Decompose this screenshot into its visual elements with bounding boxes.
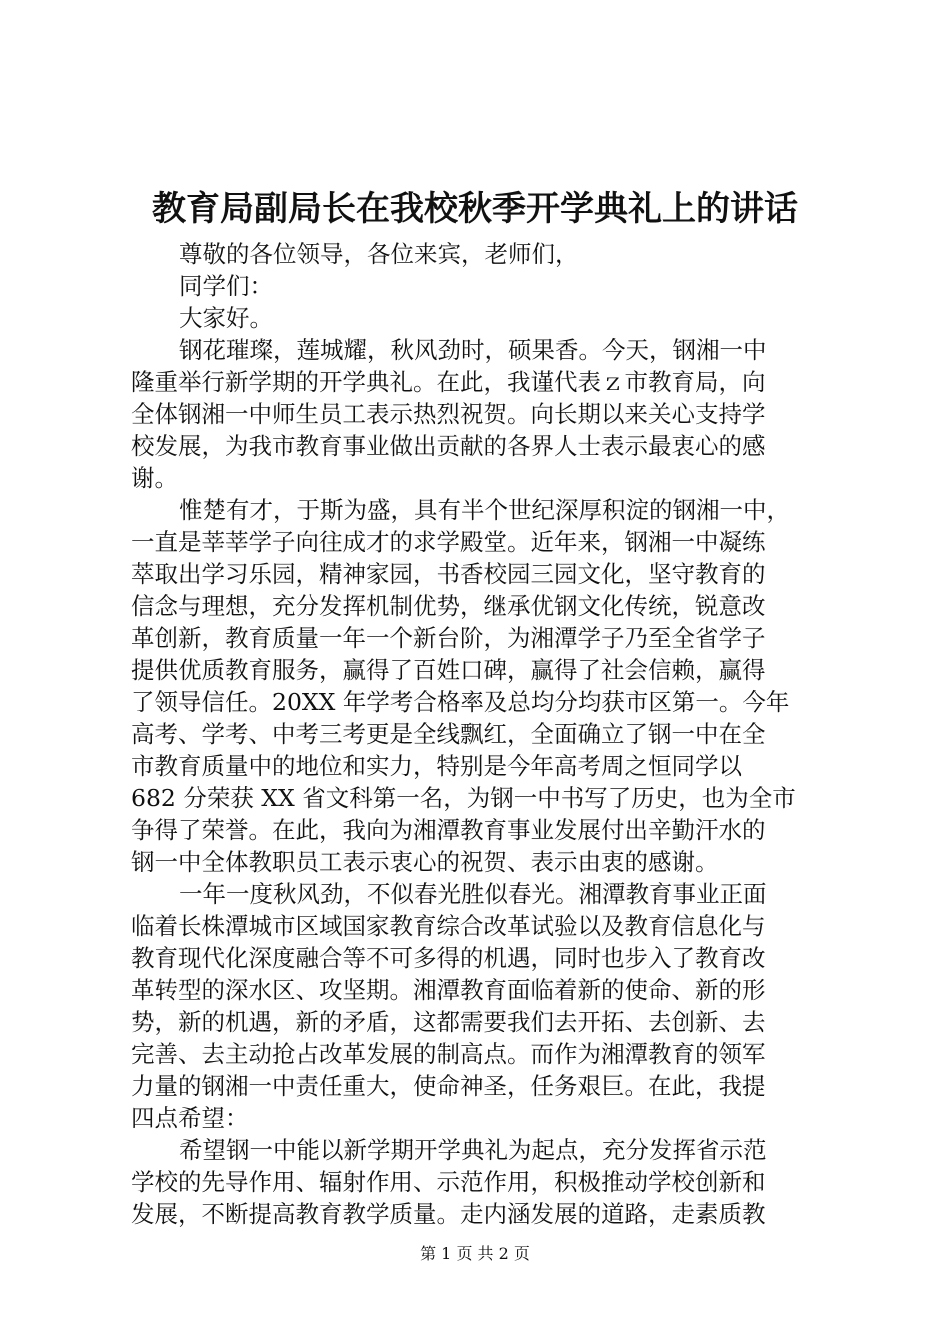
text-line: 四点希望： xyxy=(131,1104,249,1132)
text-line: 教育现代化深度融合等不可多得的机遇，同时也步入了教育改 xyxy=(131,944,766,972)
text-line: 了领导信任。20XX 年学考合格率及总均分均获市区第一。今年 xyxy=(131,688,790,716)
text-line: 同学们： xyxy=(179,272,273,300)
text-line: 大家好。 xyxy=(179,304,273,332)
text-line: 一年一度秋风劲，不似春光胜似春光。湘潭教育事业正面 xyxy=(179,880,767,908)
text-line: 提供优质教育服务，赢得了百姓口碑，赢得了社会信赖，赢得 xyxy=(131,656,766,684)
page-footer: 第 1 页 共 2 页 xyxy=(420,1244,530,1263)
text-line: 革创新，教育质量一年一个新台阶，为湘潭学子乃至全省学子 xyxy=(131,624,766,652)
text-line: 隆重举行新学期的开学典礼。在此，我谨代表ｚ市教育局，向 xyxy=(131,368,766,396)
text-line: 势，新的机遇，新的矛盾，这都需要我们去开拓、去创新、去 xyxy=(131,1008,766,1036)
text-line: 发展，不断提高教育教学质量。走内涵发展的道路，走素质教 xyxy=(131,1200,766,1228)
text-line: 萃取出学习乐园，精神家园，书香校园三园文化，坚守教育的 xyxy=(131,560,766,588)
text-line: 革转型的深水区、攻坚期。湘潭教育面临着新的使命、新的形 xyxy=(131,976,766,1004)
text-line: 钢花璀璨，莲城耀，秋风劲时，硕果香。今天，钢湘一中 xyxy=(179,336,767,364)
document-body xyxy=(131,238,831,1230)
text-line: 力量的钢湘一中责任重大，使命神圣，任务艰巨。在此，我提 xyxy=(131,1072,766,1100)
text-line: 信念与理想，充分发挥机制优势，继承优钢文化传统，锐意改 xyxy=(131,592,766,620)
text-line: 学校的先导作用、辐射作用、示范作用，积极推动学校创新和 xyxy=(131,1168,766,1196)
text-line: 谢。 xyxy=(131,464,178,492)
text-line: 一直是莘莘学子向往成才的求学殿堂。近年来，钢湘一中凝练 xyxy=(131,528,766,556)
text-line: 全体钢湘一中师生员工表示热烈祝贺。向长期以来关心支持学 xyxy=(131,400,766,428)
text-line: 惟楚有才，于斯为盛，具有半个世纪深厚积淀的钢湘一中， xyxy=(179,496,790,524)
text-line: 完善、去主动抢占改革发展的制高点。而作为湘潭教育的领军 xyxy=(131,1040,766,1068)
text-line: 钢一中全体教职员工表示衷心的祝贺、表示由衷的感谢。 xyxy=(131,848,719,876)
text-line: 希望钢一中能以新学期开学典礼为起点，充分发挥省示范 xyxy=(179,1136,767,1164)
text-line: 682 分荣获 XX 省文科第一名，为钢一中书写了历史，也为全市 xyxy=(131,784,796,812)
text-line: 市教育质量中的地位和实力，特别是今年高考周之恒同学以 xyxy=(131,752,742,780)
text-line: 临着长株潭城市区域国家教育综合改革试验以及教育信息化与 xyxy=(131,912,766,940)
document-title: 教育局副局长在我校秋季开学典礼上的讲话 xyxy=(152,189,798,229)
text-line: 争得了荣誉。在此，我向为湘潭教育事业发展付出辛勤汗水的 xyxy=(131,816,766,844)
text-line: 校发展，为我市教育事业做出贡献的各界人士表示最衷心的感 xyxy=(131,432,766,460)
text-line: 高考、学考、中考三考更是全线飘红，全面确立了钢一中在全 xyxy=(131,720,766,748)
text-line: 尊敬的各位领导，各位来宾，老师们， xyxy=(179,240,579,268)
